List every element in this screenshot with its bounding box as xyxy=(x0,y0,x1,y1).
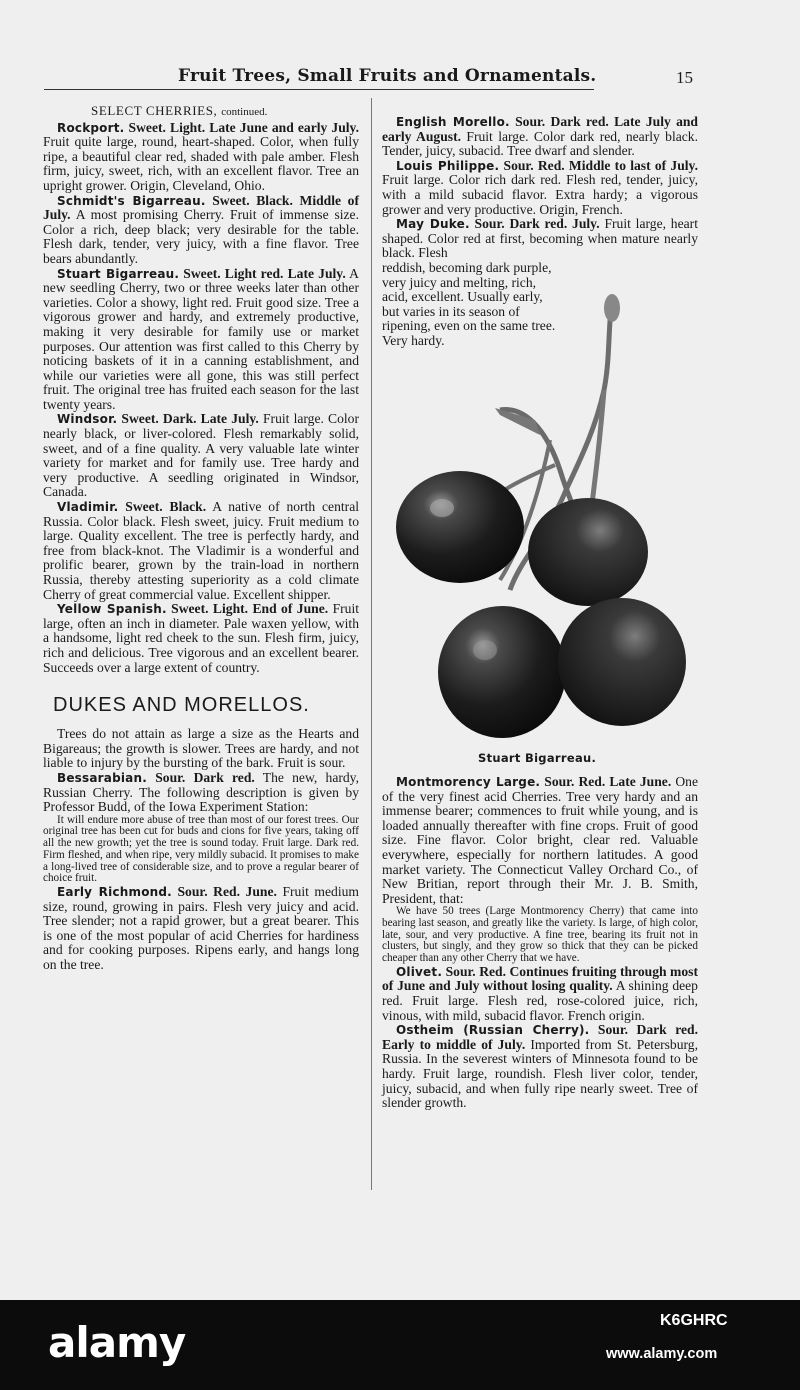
section-continued-title: SELECT CHERRIES, continued. xyxy=(91,103,268,118)
entry-schmidts-bigarreau: Schmidt's Bigarreau. Sweet. Black. Middle of July. A most promising Cherry. Fruit of immense size. Color a rich, deep black; very desirable for the table. Flesh dark, tender, very juicy, with a fine flavor. Tree bears abundantly. xyxy=(43,192,359,266)
running-title: Fruit Trees, Small Fruits and Ornamentals. xyxy=(178,66,597,86)
dukes-morellos-heading: DUKES AND MORELLOS. xyxy=(53,694,310,717)
image-id: K6GHRC xyxy=(660,1312,728,1329)
entry-rockport: Rockport. Sweet. Light. Late June and early July. Fruit quite large, round, heart-shaped. Color, when fully ripe, a beautiful clear red, shaded with pale amber. Flesh firm, juicy, sweet, rich, with an excellent flavor. Tree an upright grower. Origin, Cleveland, Ohio. xyxy=(43,119,359,193)
figure-caption: Stuart Bigarreau. xyxy=(478,751,597,765)
cherry-fruit xyxy=(558,598,686,726)
entry-early-richmond: Early Richmond. Sour. Red. June. Fruit medium size, round, growing in pairs. Flesh very juicy and acid. Tree slender; not a rapid grower, but a great bearer. This is one of the most popular of acid Cherries for hardiness and for cooking purposes. Ripens early, and hangs long on the tree. xyxy=(43,883,359,972)
entry-yellow-spanish: Yellow Spanish. Sweet. Light. End of June. Fruit large, often an inch in diameter. Pale waxen yellow, with a handsome, light red cheek to the sun. Flesh firm, juicy, rich and delicious. Tree vigorous and an excellent bearer. Succeeds over a large extent of country. xyxy=(43,601,360,675)
column-divider xyxy=(371,98,372,1190)
entry-bessarabian: Bessarabian. Sour. Dark red. The new, hardy, Russian Cherry. The following description is given by Professor Budd, of the Iowa Experiment Station: xyxy=(43,769,359,815)
entry-montmorency-large: Montmorency Large. Sour. Red. Late June. One of the very finest acid Cherries. Tree very hardy and an immense bearer; commences to fruit while young, and is loaded annually thereafter with fine crops. Fruit of good size. Fine flavor. Color bright, clear red. Valuable everywhere, especially for northern latitudes. A good market variety. The Connecticut Valley Orchard Co., of New Britian, report through their Mr. J. B. Smith, President, that: xyxy=(382,774,698,906)
stem-tip xyxy=(604,294,620,322)
cherry-fruit xyxy=(438,606,566,738)
entry-may-duke: May Duke. Sour. Dark red. July. Fruit large, heart shaped. Color red at first, becoming when mature nearly black. Flesh xyxy=(382,216,698,261)
page-number: 15 xyxy=(676,68,693,87)
entry-ostheim: Ostheim (Russian Cherry). Sour. Dark red. Early to middle of July. Imported from St. Petersburg, Russia. In the severest winters of Minnesota found to be hardy. Fruit large, roundish. Flesh liver color, tender, juicy, subacid, and when fully ripe nearly sweet. Tree of slender growth. xyxy=(382,1022,698,1111)
cherry-highlight xyxy=(430,499,454,517)
right-column-bottom xyxy=(382,775,698,1111)
stuart-bigarreau-illustration xyxy=(390,290,700,745)
entry-stuart-bigarreau: Stuart Bigarreau. Sweet. Light red. Late July. A new seedling Cherry, two or three weeks later than other varieties. Color a showy, light red. Fruit good size. Tree a vigorous grower and hardy, and extremely productive, making it very desirable for family use or market purposes. Our attention was first called to this Cherry by noticing baskets of it in a canning establishment, and while our varieties were all gone, this was still perfect fruit. The original tree has fruited each season for the last twenty years. xyxy=(43,265,359,412)
entry-vladimir: Vladimir. Sweet. Black. A native of north central Russia. Color black. Flesh sweet, juicy. Fruit medium to large. Quality excellent. The tree is perfectly hardy, and free from black-knot. The Vladimir is a wonderful and prolific bearer, grown by the train-load in northern Russia, thereby attesting superiority as a cold climate Cherry of great commercial value. Excellent shipper. xyxy=(43,499,360,602)
site-url: www.alamy.com xyxy=(606,1346,718,1362)
cherry-highlight xyxy=(473,640,497,660)
bessarabian-quote: It will endure more abuse of tree than most of our forest trees. Our original tree has been cut for buds and cions for five years, taking off all the new growth; yet the tree is sound today. Fruit large. Dark red. Firm fleshed, and when ripe, very mildly subacid. It promises to make a long-lived tree of considerable size, and to prove a regular bearer of choice fruit. xyxy=(43,813,359,885)
may-duke-wrap-text: reddish, becoming dark purple, very juicy and melting, rich, acid, excellent. Usually early, but varies in its season of ripening, even on the same tree. Very hardy. xyxy=(382,259,556,348)
entry-english-morello: English Morello. Sour. Dark red. Late July and early August. Fruit large. Color dark red, nearly black. Tender, juicy, subacid. Tree dwarf and slender. xyxy=(382,114,699,159)
entry-louis-philippe: Louis Philippe. Sour. Red. Middle to last of July. Fruit large. Color rich dark red. Flesh red, tender, juicy, with a mild subacid flavor. Extra hardy; a vigorous grower and very productive. Origin, French. xyxy=(382,157,698,217)
cherry-fruit xyxy=(396,471,524,583)
montmorency-quote: We have 50 trees (Large Montmorency Cherry) that came into bearing last season, and greatly like the variety. Is large, of high color, late, sour, and very productive. A fine tree, bearing its fruit not in clusters, but singly, and they grow so thick that they can be picked cheaper than any other Cherry that we have. xyxy=(382,905,698,965)
dukes-intro: Trees do not attain as large a size as the Hearts and Bigareaus; the growth is slower. Trees are hardy, and not liable to injury by the bursting of the bark. Fruit is sour. xyxy=(43,726,359,771)
page-header xyxy=(0,63,800,91)
entry-olivet: Olivet. Sour. Red. Continues fruiting through most of June and July without losing quality. A shining deep red. Fruit large. Flesh red, rose-colored juice, rich, vinous, with mild, subacid flavor. French origin. xyxy=(382,963,698,1023)
left-column xyxy=(43,104,359,973)
cherry-fruit xyxy=(528,498,648,606)
watermark-logo: alamy xyxy=(48,1318,186,1367)
entry-windsor: Windsor. Sweet. Dark. Late July. Fruit large. Color nearly black, or liver-colored. Flesh remarkably solid, sweet, and of a fine quality. A very valuable late winter variety for market and for family use. Tree hardy and very productive. A seedling originated in Windsor, Canada. xyxy=(43,411,359,500)
header-rule xyxy=(44,89,594,90)
